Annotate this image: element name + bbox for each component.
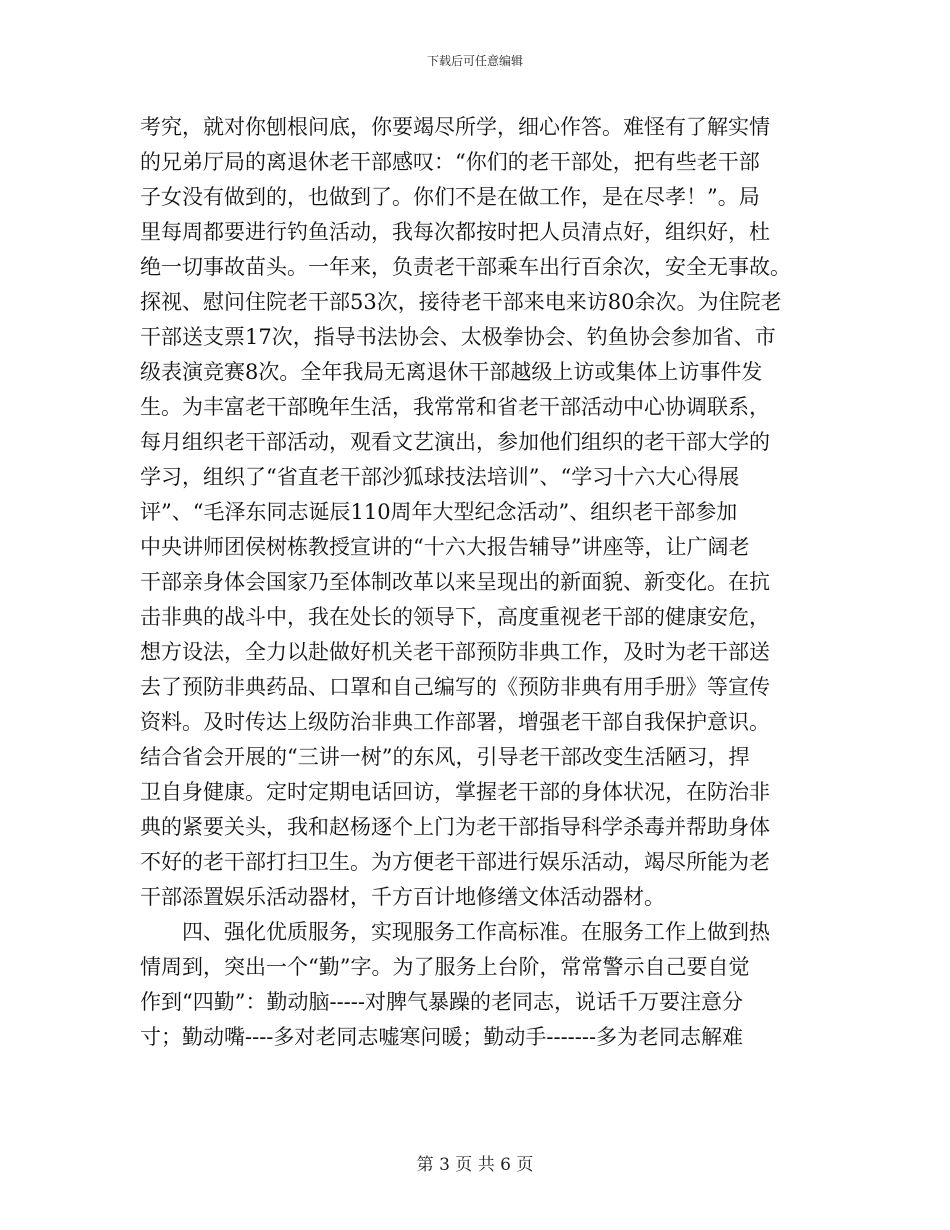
text-line: 考究，就对你刨根问底，你要竭尽所学，细心作答。难怪有了解实情: [140, 115, 770, 139]
text-line: 生。为丰富老干部晚年生活，我常常和省老干部活动中心协调联系，: [140, 395, 770, 419]
text-line: 的兄弟厅局的离退休老干部感叹：“你们的老干部处，把有些老干部: [140, 150, 760, 174]
text-line: 子女没有做到的，也做到了。你们不是在做工作，是在尽孝！”。局: [140, 185, 760, 209]
text-line: 四、强化优质服务，实现服务工作高标准。在服务工作上做到热: [140, 920, 770, 944]
page-number: 第 3 页 共 6 页: [416, 1155, 534, 1175]
page-header: 下载后可任意编辑: [426, 54, 523, 68]
text-line: 不好的老干部打扫卫生。为方便老干部进行娱乐活动，竭尽所能为老: [140, 850, 770, 874]
text-line: 级表演竞赛8次。全年我局无离退休干部越级上访或集体上访事件发: [140, 360, 763, 384]
text-line: 干部添置娱乐活动器材，千方百计地修缮文体活动器材。: [140, 885, 665, 909]
text-line: 结合省会开展的“三讲一树”的东风，引导老干部改变生活陋习，捍: [140, 745, 750, 769]
text-line: 情周到，突出一个“勤”字。为了服务上台阶，常常警示自己要自觉: [140, 955, 750, 979]
text-line: 击非典的战斗中，我在处长的领导下，高度重视老干部的健康安危，: [140, 605, 770, 629]
text-line: 卫自身健康。定时定期电话回访，掌握老干部的身体状况，在防治非: [140, 780, 770, 804]
text-line: 评”、“毛泽东同志诞辰110周年大型纪念活动”、组织老干部参加: [140, 500, 738, 524]
text-line: 探视、慰问住院老干部53次，接待老干部来电来访80余次。为住院老: [140, 290, 782, 314]
text-line: 典的紧要关头，我和赵杨逐个上门为老干部指导科学杀毒并帮助身体: [140, 815, 770, 839]
text-line: 中央讲师团侯树栋教授宣讲的“十六大报告辅导”讲座等，让广阔老: [140, 535, 750, 559]
text-line: 干部亲身体会国家乃至体制改革以来呈现出的新面貌、新变化。在抗: [140, 570, 770, 594]
text-line: 去了预防非典药品、口罩和自己编写的《预防非典有用手册》等宣传: [140, 675, 770, 699]
text-line: 学习，组织了“省直老干部沙狐球技法培训”、“学习十六大心得展: [140, 465, 740, 489]
text-line: 想方设法，全力以赴做好机关老干部预防非典工作，及时为老干部送: [140, 640, 770, 664]
text-line: 资料。及时传达上级防治非典工作部署，增强老干部自我保护意识。: [140, 710, 770, 734]
text-line: 每月组织老干部活动，观看文艺演出，参加他们组织的老干部大学的: [140, 430, 770, 454]
text-line: 寸；勤动嘴----多对老同志嘘寒问暖；勤动手-------多为老同志解难: [140, 1025, 744, 1049]
text-line: 绝一切事故苗头。一年来，负责老干部乘车出行百余次，安全无事故。: [140, 255, 791, 279]
text-line: 干部送支票17次，指导书法协会、太极拳协会、钓鱼协会参加省、市: [140, 325, 776, 349]
text-line: 里每周都要进行钓鱼活动，我每次都按时把人员清点好，组织好，杜: [140, 220, 770, 244]
document-body: [140, 110, 820, 1055]
text-line: 作到“四勤”：勤动脑-----对脾气暴躁的老同志，说话千万要注意分: [140, 990, 743, 1014]
